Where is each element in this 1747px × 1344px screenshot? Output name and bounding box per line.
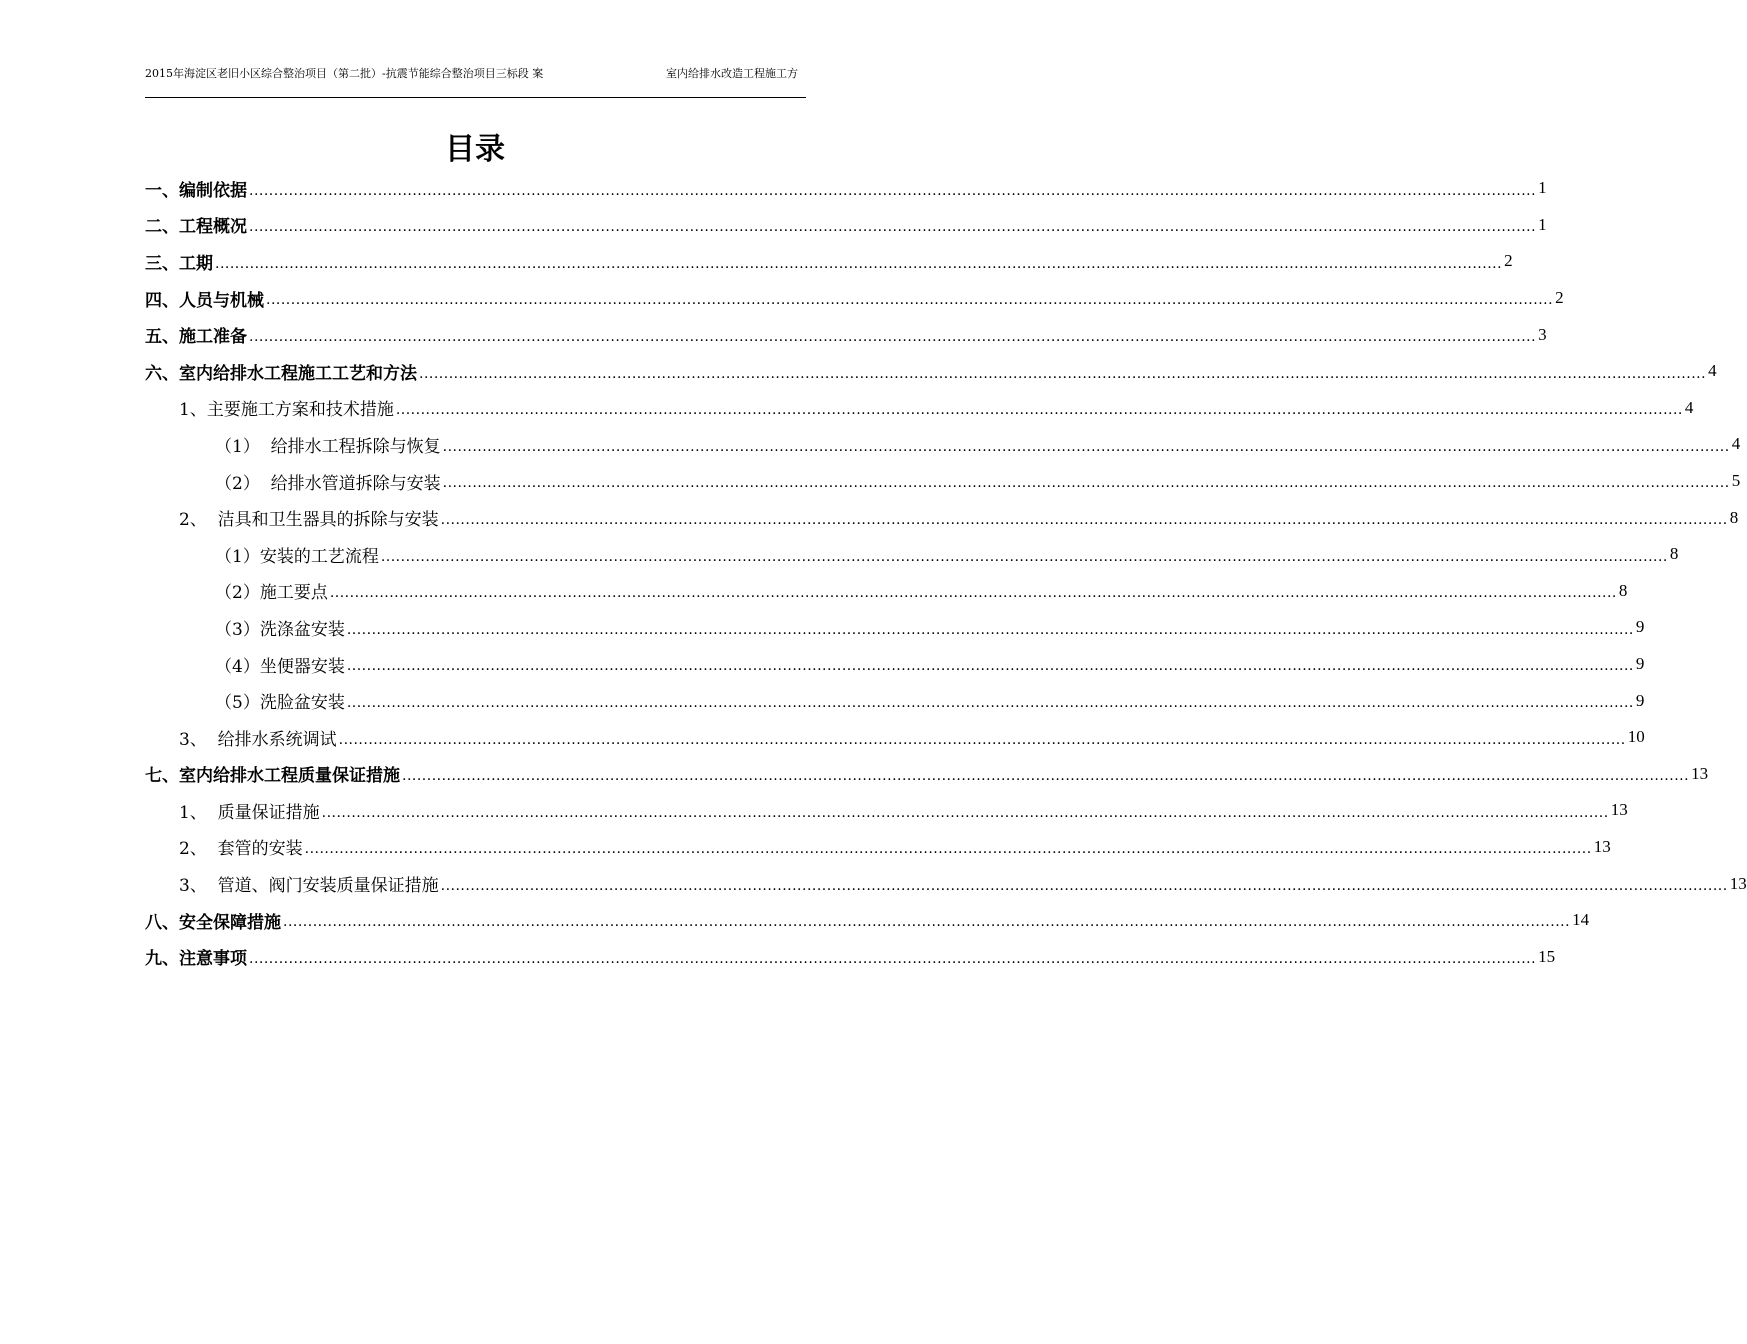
toc-entry-title: 四、人员与机械	[145, 290, 264, 311]
toc-entry[interactable]	[145, 463, 1741, 500]
toc-page-number: 9	[1635, 690, 1645, 710]
toc-entry[interactable]	[145, 719, 1645, 756]
toc-entry[interactable]	[145, 316, 1547, 353]
toc-dot-leader: ....................................................................................................................................................................................................................................................................	[249, 951, 1537, 968]
toc-entry[interactable]	[145, 938, 1556, 975]
toc-dot-leader: ....................................................................................................................................................................................................................................................................	[402, 768, 1690, 785]
toc-entry-title: 3、 给排水系统调试	[179, 729, 337, 750]
toc-entry[interactable]	[145, 207, 1547, 244]
toc-dot-leader: ....................................................................................................................................................................................................................................................................	[380, 548, 1668, 565]
toc-dot-leader: ....................................................................................................................................................................................................................................................................	[321, 804, 1609, 821]
toc-entry-title: 1、 质量保证措施	[179, 802, 320, 823]
toc-page-number: 4	[1731, 434, 1741, 454]
header-document-title: 室内给排水改造工程施工方	[666, 67, 798, 80]
toc-dot-leader: ....................................................................................................................................................................................................................................................................	[440, 877, 1728, 894]
toc-page-number: 10	[1627, 727, 1645, 747]
toc-dot-leader: ....................................................................................................................................................................................................................................................................	[440, 511, 1728, 528]
toc-page-number: 1	[1538, 178, 1547, 198]
toc-dot-leader: ....................................................................................................................................................................................................................................................................	[395, 402, 1683, 419]
toc-dot-leader: ....................................................................................................................................................................................................................................................................	[266, 292, 1554, 309]
toc-dot-leader: ....................................................................................................................................................................................................................................................................	[283, 914, 1571, 931]
toc-page-number: 9	[1635, 654, 1645, 674]
toc-page-number: 3	[1538, 324, 1547, 344]
toc-entry[interactable]	[145, 170, 1547, 207]
toc-page-number: 13	[1729, 873, 1747, 893]
toc-dot-leader: ....................................................................................................................................................................................................................................................................	[249, 328, 1537, 345]
toc-page-number: 8	[1729, 507, 1739, 527]
toc-page-number: 4	[1708, 361, 1717, 381]
toc-entry[interactable]	[145, 609, 1645, 646]
toc-page-number: 13	[1610, 800, 1628, 820]
toc-entry[interactable]	[145, 865, 1747, 902]
toc-entry[interactable]	[145, 536, 1679, 573]
toc-entry[interactable]	[145, 499, 1739, 536]
toc-page-number: 8	[1618, 580, 1628, 600]
toc-dot-leader: ....................................................................................................................................................................................................................................................................	[304, 841, 1592, 858]
toc-dot-leader: ....................................................................................................................................................................................................................................................................	[442, 475, 1730, 492]
toc-entry-title: （2）施工要点	[215, 583, 328, 604]
toc-entry-title: 八、安全保障措施	[145, 912, 281, 933]
toc-entry-title: 3、 管道、阀门安装质量保证措施	[179, 876, 439, 897]
toc-entry-title: （2） 给排水管道拆除与安装	[215, 473, 441, 494]
toc-dot-leader: ....................................................................................................................................................................................................................................................................	[249, 182, 1537, 199]
toc-dot-leader: ....................................................................................................................................................................................................................................................................	[346, 658, 1634, 675]
toc-entry-title: 1、主要施工方案和技术措施	[179, 400, 394, 421]
toc-page-number: 13	[1593, 836, 1611, 856]
toc-page-number: 9	[1635, 617, 1645, 637]
header-divider	[145, 97, 806, 98]
toc-page-number: 8	[1669, 544, 1679, 564]
toc-entry-title: （4）坐便器安装	[215, 656, 345, 677]
toc-page-number: 5	[1731, 471, 1741, 491]
toc-entry-title: （1）安装的工艺流程	[215, 546, 379, 567]
toc-entry-title: 五、施工准备	[145, 327, 247, 348]
toc-dot-leader: ....................................................................................................................................................................................................................................................................	[329, 585, 1617, 602]
toc-page-number: 4	[1684, 397, 1694, 417]
toc-entry[interactable]	[145, 902, 1590, 939]
toc-page-number: 1	[1538, 214, 1547, 234]
toc-entry[interactable]	[145, 646, 1645, 683]
toc-entry[interactable]	[145, 243, 1513, 280]
toc-entry-title: （1） 给排水工程拆除与恢复	[215, 436, 441, 457]
toc-dot-leader: ....................................................................................................................................................................................................................................................................	[346, 694, 1634, 711]
toc-entry-title: （3）洗涤盆安装	[215, 619, 345, 640]
toc-entry[interactable]	[145, 390, 1694, 427]
toc-dot-leader: ....................................................................................................................................................................................................................................................................	[442, 438, 1730, 455]
toc-entry-title: 九、注意事项	[145, 949, 247, 970]
toc-entry-title: 2、 套管的安装	[179, 839, 303, 860]
toc-title: 目录	[445, 132, 505, 167]
toc-page-number: 2	[1504, 251, 1513, 271]
toc-entry[interactable]	[145, 280, 1564, 317]
toc-entry-title: 六、室内给排水工程施工工艺和方法	[145, 363, 417, 384]
toc-dot-leader: ....................................................................................................................................................................................................................................................................	[346, 621, 1634, 638]
toc-entry[interactable]	[145, 792, 1628, 829]
toc-entry-title: （5）洗脸盆安装	[215, 693, 345, 714]
toc-page-number: 2	[1555, 288, 1564, 308]
toc-entry-title: 2、 洁具和卫生器具的拆除与安装	[179, 510, 439, 531]
toc-dot-leader: ....................................................................................................................................................................................................................................................................	[215, 255, 1503, 272]
toc-entry[interactable]	[145, 682, 1645, 719]
toc-entry[interactable]	[145, 353, 1717, 390]
toc-entry[interactable]	[145, 426, 1741, 463]
toc-entry-title: 二、工程概况	[145, 217, 247, 238]
toc-page-number: 14	[1572, 910, 1590, 930]
toc-page-number: 15	[1538, 946, 1556, 966]
toc-entry-title: 七、室内给排水工程质量保证措施	[145, 766, 400, 787]
toc-page-number: 13	[1691, 763, 1709, 783]
toc-entry[interactable]	[145, 829, 1611, 866]
toc-entry-title: 三、工期	[145, 253, 213, 274]
toc-entry[interactable]	[145, 573, 1628, 610]
table-of-contents	[145, 170, 1747, 975]
header-project-title: 2015年海淀区老旧小区综合整治项目（第二批）-抗震节能综合整治项目三标段 案	[145, 67, 544, 80]
toc-dot-leader: ....................................................................................................................................................................................................................................................................	[338, 731, 1626, 748]
toc-entry-title: 一、编制依据	[145, 180, 247, 201]
toc-entry[interactable]	[145, 756, 1709, 793]
toc-dot-leader: ....................................................................................................................................................................................................................................................................	[419, 365, 1707, 382]
toc-dot-leader: ....................................................................................................................................................................................................................................................................	[249, 219, 1537, 236]
